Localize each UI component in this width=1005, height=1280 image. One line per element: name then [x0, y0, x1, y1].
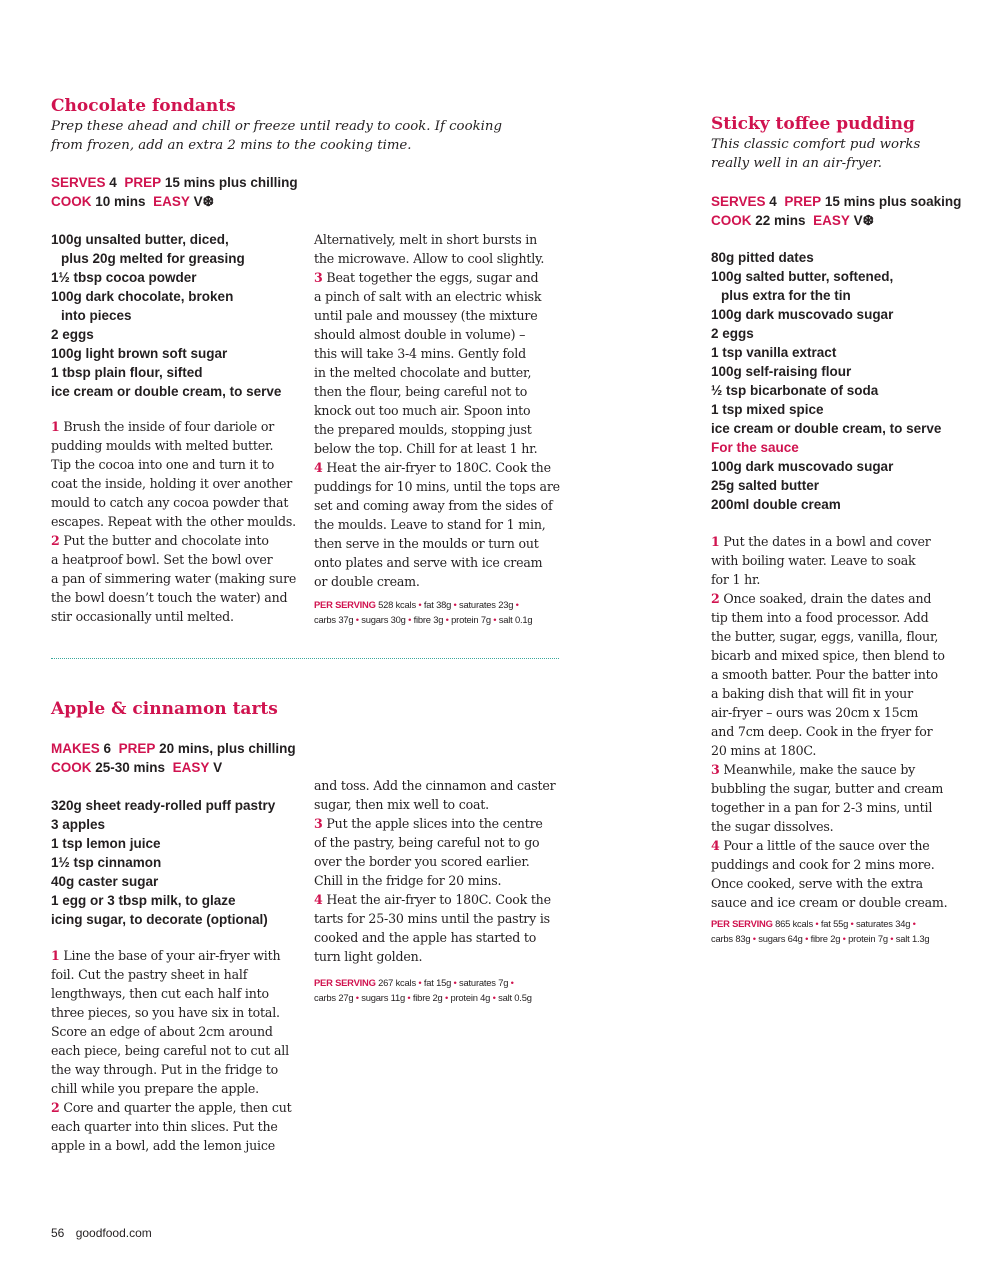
page-footer — [51, 1226, 152, 1240]
method-text: the bowl doesn’t touch the water) and — [51, 590, 288, 605]
ingredient-item: 100g dark chocolate, broken — [51, 289, 234, 304]
method-text: and toss. Add the cinnamon and caster — [314, 778, 556, 793]
page-number: 56 — [51, 1226, 65, 1240]
ingredient-item: ice cream or double cream, to serve — [51, 384, 282, 399]
method-line — [314, 325, 564, 344]
nutrition-info: PER SERVING 267 kcals • fat 15g • saturates 7g • carbs 27g • sugars 11g • fibre 2g • protein 4g • salt 0.5g — [314, 977, 532, 1003]
ingredient-item: 1 tsp vanilla extract — [711, 345, 837, 360]
intro-line: really well in an air-fryer. — [711, 156, 882, 171]
step-number: 4 — [314, 892, 323, 907]
method-text: with boiling water. Leave to soak — [711, 553, 916, 568]
method-text: until pale and moussey (the mixture — [314, 308, 538, 323]
method-line — [314, 249, 564, 268]
method-column-2 — [314, 776, 564, 966]
method-line — [51, 946, 301, 965]
method-column-2 — [314, 230, 564, 591]
method-text: a pinch of salt with an electric whisk — [314, 289, 542, 304]
ingredient-item: 100g self-raising flour — [711, 364, 852, 379]
recipe-intro — [711, 135, 971, 173]
method-line — [314, 852, 564, 871]
method-line — [314, 515, 564, 534]
step-number: 3 — [314, 270, 323, 285]
method-text: sauce and ice cream or double cream. — [711, 895, 948, 910]
nutrition-item: salt 0.1g — [498, 614, 533, 625]
ingredients-list — [51, 230, 301, 401]
method-text: each quarter into thin slices. Put the — [51, 1119, 278, 1134]
nutrition-item: saturates 23g — [459, 599, 514, 610]
nutrition-item: sugars 64g — [758, 933, 803, 944]
method-line — [711, 798, 981, 817]
method-line — [314, 287, 564, 306]
nutrition-item: 865 kcals — [775, 918, 813, 929]
nutrition-item: protein 4g — [450, 992, 491, 1003]
method-line — [711, 646, 981, 665]
nutrition-item: protein 7g — [848, 933, 888, 944]
ingredients-list — [51, 796, 301, 929]
method-line — [51, 1041, 301, 1060]
nutrition-item: fibre 2g — [810, 933, 841, 944]
nutrition-item: 267 kcals — [378, 977, 416, 988]
nutrition-item: salt 1.3g — [895, 933, 930, 944]
recipe-sticky-toffee-pudding — [711, 113, 971, 173]
step-number: 1 — [51, 948, 60, 963]
ingredient-item: ½ tsp bicarbonate of soda — [711, 383, 879, 398]
step-number: 2 — [711, 591, 720, 606]
method-text: Chill in the fridge for 20 mins. — [314, 873, 502, 888]
method-column — [711, 532, 981, 912]
nutrition-item: fibre 3g — [413, 614, 444, 625]
nutrition-label: PER SERVING — [314, 977, 376, 988]
serves-value: 4 — [109, 175, 117, 190]
prep-value: 15 mins plus chilling — [164, 175, 298, 190]
method-line — [314, 890, 564, 909]
method-line — [314, 795, 564, 814]
method-line — [314, 534, 564, 553]
recipe-title: Sticky toffee pudding — [711, 114, 915, 134]
method-line — [711, 760, 981, 779]
difficulty-label: EASY — [172, 760, 210, 775]
method-text: the prepared moulds, stopping just — [314, 422, 532, 437]
method-text: together in a pan for 2-3 mins, until — [711, 800, 933, 815]
method-text: Tip the cocoa into one and turn it to — [51, 457, 275, 472]
method-line — [711, 665, 981, 684]
method-text: Put the dates in a bowl and cover — [723, 534, 931, 549]
ingredient-item: 1½ tsp cinnamon — [51, 855, 162, 870]
method-text: Brush the inside of four dariole or — [63, 419, 275, 434]
ingredient-item: 100g dark muscovado sugar — [711, 459, 894, 474]
serves-label: SERVES — [51, 175, 106, 190]
prep-value: 20 mins, plus chilling — [159, 741, 296, 756]
step-number: 4 — [711, 838, 720, 853]
prep-label: PREP — [118, 741, 156, 756]
recipe-title: Apple & cinnamon tarts — [51, 699, 278, 719]
method-text: Heat the air-fryer to 180C. Cook the — [326, 892, 551, 907]
method-text: then the flour, being careful not to — [314, 384, 528, 399]
method-text: the sugar dissolves. — [711, 819, 834, 834]
intro-line: Prep these ahead and chill or freeze until ready to cook. If cooking — [51, 119, 502, 134]
method-line — [314, 871, 564, 890]
ingredient-item: 320g sheet ready-rolled puff pastry — [51, 798, 276, 813]
nutrition-item: sugars 30g — [361, 614, 406, 625]
step-number: 1 — [51, 419, 60, 434]
method-line — [51, 493, 301, 512]
method-text: Score an edge of about 2cm around — [51, 1024, 273, 1039]
method-text: pudding moulds with melted butter. — [51, 438, 274, 453]
ingredient-item: 2 eggs — [51, 327, 94, 342]
nutrition-item: 528 kcals — [378, 599, 416, 610]
method-line — [711, 836, 981, 855]
method-line — [711, 817, 981, 836]
difficulty-label: EASY — [153, 194, 190, 209]
ingredient-item: into pieces — [61, 308, 132, 323]
vegetarian-icon: V — [213, 760, 223, 775]
ingredient-item: 40g caster sugar — [51, 874, 159, 889]
ingredient-item: ice cream or double cream, to serve — [711, 421, 942, 436]
method-text: Meanwhile, make the sauce by — [723, 762, 916, 777]
method-line — [51, 588, 301, 607]
ingredient-item: 1½ tbsp cocoa powder — [51, 270, 197, 285]
cook-value: 25-30 mins — [95, 760, 166, 775]
method-text: the way through. Put in the fridge to — [51, 1062, 279, 1077]
recipe-meta — [51, 173, 351, 211]
method-line — [51, 1060, 301, 1079]
method-line — [314, 458, 564, 477]
ingredient-item: 100g dark muscovado sugar — [711, 307, 894, 322]
method-text: Once cooked, serve with the extra — [711, 876, 923, 891]
nutrition-item: saturates 7g — [459, 977, 509, 988]
method-text: coat the inside, holding it over another — [51, 476, 293, 491]
recipe-meta — [51, 739, 351, 777]
method-text: cooked and the apple has started to — [314, 930, 537, 945]
method-text: tip them into a food processor. Add — [711, 610, 929, 625]
method-text: a heatproof bowl. Set the bowl over — [51, 552, 273, 567]
method-line — [51, 512, 301, 531]
method-line — [314, 401, 564, 420]
method-line — [314, 382, 564, 401]
intro-line: This classic comfort pud works — [711, 137, 921, 152]
method-line — [711, 741, 981, 760]
method-text: Heat the air-fryer to 180C. Cook the — [326, 460, 551, 475]
method-text: apple in a bowl, add the lemon juice — [51, 1138, 275, 1153]
method-text: bubbling the sugar, butter and cream — [711, 781, 944, 796]
prep-label: PREP — [124, 175, 162, 190]
nutrition-item: carbs 37g — [314, 614, 354, 625]
method-line — [51, 417, 301, 436]
method-line — [314, 477, 564, 496]
step-number: 2 — [51, 533, 60, 548]
ingredient-item: 1 tbsp plain flour, sifted — [51, 365, 203, 380]
method-text: this will take 3-4 mins. Gently fold — [314, 346, 526, 361]
method-line — [711, 589, 981, 608]
method-text: or double cream. — [314, 574, 420, 589]
ingredient-item: 2 eggs — [711, 326, 754, 341]
serves-value: 4 — [769, 194, 777, 209]
method-line — [314, 439, 564, 458]
nutrition-item: carbs 27g — [314, 992, 354, 1003]
ingredient-item: 25g salted butter — [711, 478, 820, 493]
method-line — [314, 230, 564, 249]
method-text: Put the apple slices into the centre — [326, 816, 543, 831]
method-line — [314, 909, 564, 928]
nutrition-item: fat 55g — [820, 918, 849, 929]
nutrition-item: salt 0.5g — [498, 992, 532, 1003]
method-line — [711, 874, 981, 893]
step-number: 3 — [711, 762, 720, 777]
method-line — [314, 306, 564, 325]
method-line — [711, 722, 981, 741]
method-line — [711, 855, 981, 874]
nutrition-item: fat 15g — [423, 977, 452, 988]
method-text: sugar, then mix well to coat. — [314, 797, 489, 812]
difficulty-label: EASY — [813, 213, 850, 228]
recipe-apple-cinnamon-tarts — [51, 698, 511, 720]
step-number: 1 — [711, 534, 720, 549]
method-line — [711, 551, 981, 570]
ingredient-item: icing sugar, to decorate (optional) — [51, 912, 268, 927]
cook-label: COOK — [51, 760, 92, 775]
method-line — [314, 496, 564, 515]
step-number: 2 — [51, 1100, 60, 1115]
ingredient-item: 100g salted butter, softened, — [711, 269, 894, 284]
site-name: goodfood.com — [75, 1226, 152, 1240]
ingredient-item: 100g light brown soft sugar — [51, 346, 228, 361]
nutrition-label: PER SERVING — [314, 599, 376, 610]
method-line — [314, 947, 564, 966]
method-text: air-fryer – ours was 20cm x 15cm — [711, 705, 919, 720]
method-text: should almost double in volume) – — [314, 327, 526, 342]
method-text: for 1 hr. — [711, 572, 761, 587]
method-line — [51, 1079, 301, 1098]
method-text: Core and quarter the apple, then cut — [63, 1100, 292, 1115]
step-number: 4 — [314, 460, 323, 475]
method-line — [51, 965, 301, 984]
method-line — [51, 1098, 301, 1117]
method-line — [51, 455, 301, 474]
method-line — [711, 570, 981, 589]
cook-label: COOK — [711, 213, 752, 228]
method-line — [51, 607, 301, 626]
method-line — [711, 532, 981, 551]
ingredient-item: 1 tsp mixed spice — [711, 402, 824, 417]
method-text: puddings and cook for 2 mins more. — [711, 857, 935, 872]
method-text: mould to catch any cocoa powder that — [51, 495, 289, 510]
makes-value: 6 — [103, 741, 112, 756]
step-number: 3 — [314, 816, 323, 831]
ingredient-item: plus extra for the tin — [721, 288, 851, 303]
ingredient-item: 200ml double cream — [711, 497, 841, 512]
method-column-1 — [51, 417, 301, 626]
recipe-meta — [711, 192, 981, 230]
section-divider — [51, 658, 559, 659]
method-line — [51, 1022, 301, 1041]
cook-value: 22 mins — [755, 213, 806, 228]
method-text: each piece, being careful not to cut all — [51, 1043, 289, 1058]
nutrition-item: saturates 34g — [856, 918, 911, 929]
cook-value: 10 mins — [95, 194, 146, 209]
method-line — [314, 814, 564, 833]
method-text: Put the butter and chocolate into — [63, 533, 269, 548]
nutrition-item: carbs 83g — [711, 933, 751, 944]
vegetarian-freezable-icon: V❆ — [853, 213, 874, 228]
method-column-1 — [51, 946, 301, 1155]
ingredient-item: plus 20g melted for greasing — [61, 251, 245, 266]
method-line — [711, 684, 981, 703]
method-text: knock out too much air. Spoon into — [314, 403, 531, 418]
method-line — [51, 1117, 301, 1136]
method-text: a smooth batter. Pour the batter into — [711, 667, 938, 682]
nutrition-item: fat 38g — [423, 599, 452, 610]
method-text: tarts for 25-30 mins until the pastry is — [314, 911, 550, 926]
method-text: and 7cm deep. Cook in the fryer for — [711, 724, 933, 739]
method-line — [51, 569, 301, 588]
method-line — [51, 984, 301, 1003]
ingredient-item: 3 apples — [51, 817, 106, 832]
method-text: chill while you prepare the apple. — [51, 1081, 259, 1096]
nutrition-item: sugars 11g — [361, 992, 405, 1003]
method-line — [314, 363, 564, 382]
ingredient-item: 100g unsalted butter, diced, — [51, 232, 229, 247]
recipe-title: Chocolate fondants — [51, 96, 236, 116]
method-line — [711, 779, 981, 798]
method-text: a pan of simmering water (making sure — [51, 571, 297, 586]
recipe-chocolate-fondants — [51, 95, 511, 155]
method-text: below the top. Chill for at least 1 hr. — [314, 441, 538, 456]
ingredients-list — [711, 248, 981, 514]
method-text: Beat together the eggs, sugar and — [326, 270, 539, 285]
method-text: in the melted chocolate and butter, — [314, 365, 532, 380]
method-text: onto plates and serve with ice cream — [314, 555, 543, 570]
method-text: lengthways, then cut each half into — [51, 986, 269, 1001]
method-text: Once soaked, drain the dates and — [723, 591, 932, 606]
nutrition-info: PER SERVING 528 kcals • fat 38g • saturates 23g • carbs 37g • sugars 30g • fibre 3g • protein 7g • salt 0.1g — [314, 599, 533, 625]
method-text: puddings for 10 mins, until the tops are — [314, 479, 560, 494]
method-line — [711, 608, 981, 627]
method-line — [711, 627, 981, 646]
nutrition-item: fibre 2g — [412, 992, 443, 1003]
method-text: the butter, sugar, eggs, vanilla, flour, — [711, 629, 939, 644]
nutrition-item: protein 7g — [451, 614, 491, 625]
ingredients-subheading: For the sauce — [711, 440, 799, 455]
method-line — [314, 833, 564, 852]
prep-label: PREP — [784, 194, 822, 209]
prep-value: 15 mins plus soaking — [824, 194, 962, 209]
method-line — [51, 1003, 301, 1022]
ingredient-item: 80g pitted dates — [711, 250, 814, 265]
method-text: Line the base of your air-fryer with — [63, 948, 281, 963]
nutrition-label: PER SERVING — [711, 918, 773, 929]
method-line — [51, 550, 301, 569]
method-text: then serve in the moulds or turn out — [314, 536, 539, 551]
ingredient-item: 1 tsp lemon juice — [51, 836, 161, 851]
method-text: set and coming away from the sides of — [314, 498, 553, 513]
method-text: escapes. Repeat with the other moulds. — [51, 514, 296, 529]
method-text: a baking dish that will fit in your — [711, 686, 913, 701]
method-line — [51, 531, 301, 550]
method-text: 20 mins at 180C. — [711, 743, 817, 758]
cook-label: COOK — [51, 194, 92, 209]
method-line — [711, 893, 981, 912]
vegetarian-freezable-icon: V❆ — [193, 194, 214, 209]
method-line — [51, 436, 301, 455]
method-line — [51, 1136, 301, 1155]
method-line — [314, 420, 564, 439]
method-text: foil. Cut the pastry sheet in half — [51, 967, 248, 982]
method-line — [314, 572, 564, 591]
recipe-intro — [51, 117, 511, 155]
method-text: stir occasionally until melted. — [51, 609, 234, 624]
method-line — [314, 268, 564, 287]
method-text: Pour a little of the sauce over the — [723, 838, 930, 853]
method-text: Alternatively, melt in short bursts in — [314, 232, 537, 247]
method-line — [314, 344, 564, 363]
serves-label: SERVES — [711, 194, 766, 209]
method-text: of the pastry, being careful not to go — [314, 835, 540, 850]
method-line — [314, 928, 564, 947]
method-line — [51, 474, 301, 493]
method-text: the microwave. Allow to cool slightly. — [314, 251, 545, 266]
nutrition-info: PER SERVING 865 kcals • fat 55g • saturates 34g • carbs 83g • sugars 64g • fibre 2g • protein 7g • salt 1.3g — [711, 918, 930, 944]
method-text: three pieces, so you have six in total. — [51, 1005, 280, 1020]
method-line — [314, 776, 564, 795]
method-line — [314, 553, 564, 572]
method-text: the moulds. Leave to stand for 1 min, — [314, 517, 546, 532]
intro-line: from frozen, add an extra 2 mins to the cooking time. — [51, 138, 412, 153]
ingredient-item: 1 egg or 3 tbsp milk, to glaze — [51, 893, 236, 908]
method-line — [711, 703, 981, 722]
method-text: bicarb and mixed spice, then blend to — [711, 648, 945, 663]
makes-label: MAKES — [51, 741, 100, 756]
method-text: turn light golden. — [314, 949, 423, 964]
method-text: over the border you scored earlier. — [314, 854, 530, 869]
